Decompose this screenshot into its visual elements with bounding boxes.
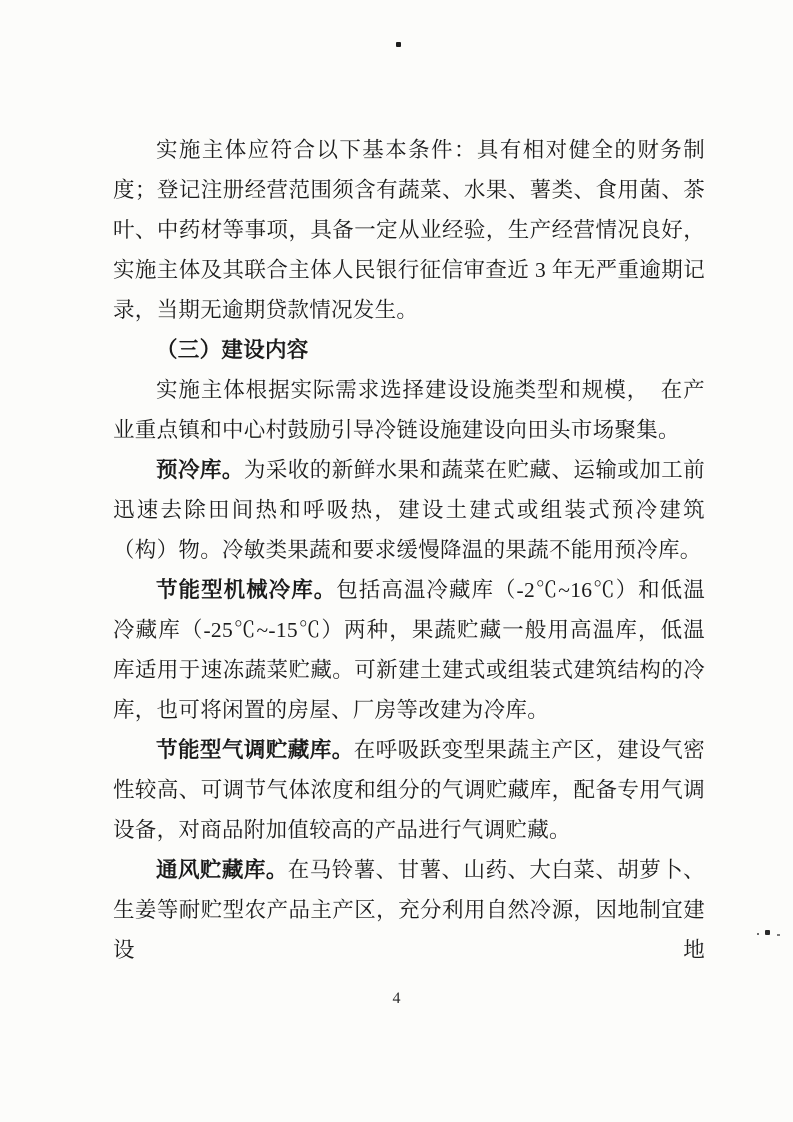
- paragraph-body: 包括高温冷藏库（-2℃~16℃）和低温冷藏库（-25℃~-15℃）两种，果蔬贮藏一般用高温库，低温库适用于速冻蔬菜贮藏。可新建土建式或组装式建筑结构的冷库，也可将闲置的房屋、厂房等改建为冷库。: [113, 578, 705, 722]
- scan-speck-artifact: [777, 934, 780, 936]
- paragraph-controlled-atmosphere-storage: [113, 730, 705, 850]
- paragraph-lead: 预冷库。: [156, 458, 244, 482]
- page-number: 4: [392, 990, 401, 1007]
- paragraph-lead: 节能型机械冷库。: [156, 578, 337, 602]
- paragraph-body: 在马铃薯、甘薯、山药、大白菜、胡萝卜、生姜等耐贮型农产品主产区，充分利用自然冷源，因地制宜建设地: [113, 858, 705, 962]
- paragraph-body: 实施主体根据实际需求选择建设设施类型和规模， 在产业重点镇和中心村鼓励引导冷链设施建设向田头市场聚集。: [113, 378, 705, 442]
- paragraph-body: 实施主体应符合以下基本条件：具有相对健全的财务制度；登记注册经营范围须含有蔬菜、水果、薯类、食用菌、茶叶、中药材等事项，具备一定从业经验，生产经营情况良好，实施主体及其联合主体人民银行征信审查近 3 年无严重逾期记录，当期无逾期贷款情况发生。: [113, 138, 705, 322]
- document-text-block: [113, 130, 705, 970]
- scan-dot-artifact: [396, 42, 401, 47]
- paragraph-body: 在呼吸跃变型果蔬主产区，建设气密性较高、可调节气体浓度和组分的气调贮藏库，配备专用气调设备，对商品附加值较高的产品进行气调贮藏。: [113, 738, 705, 842]
- section-heading-construction-content: [113, 330, 705, 370]
- scan-speck-artifact: [765, 930, 770, 935]
- paragraph-eligibility-conditions: [113, 130, 705, 330]
- paragraph-facility-selection: [113, 370, 705, 450]
- section-heading-text: （三）建设内容: [156, 338, 309, 362]
- paragraph-precooling-warehouse: [113, 450, 705, 570]
- paragraph-energy-saving-mechanical-cold-storage: [113, 570, 705, 730]
- scan-speck-artifact: [757, 933, 759, 935]
- paragraph-ventilated-storage: [113, 850, 705, 970]
- paragraph-lead: 节能型气调贮藏库。: [156, 738, 354, 762]
- paragraph-lead: 通风贮藏库。: [156, 858, 288, 882]
- paragraph-body: 为采收的新鲜水果和蔬菜在贮藏、运输或加工前迅速去除田间热和呼吸热，建设土建式或组装式预冷建筑（构）物。冷敏类果蔬和要求缓慢降温的果蔬不能用预冷库。: [113, 458, 705, 562]
